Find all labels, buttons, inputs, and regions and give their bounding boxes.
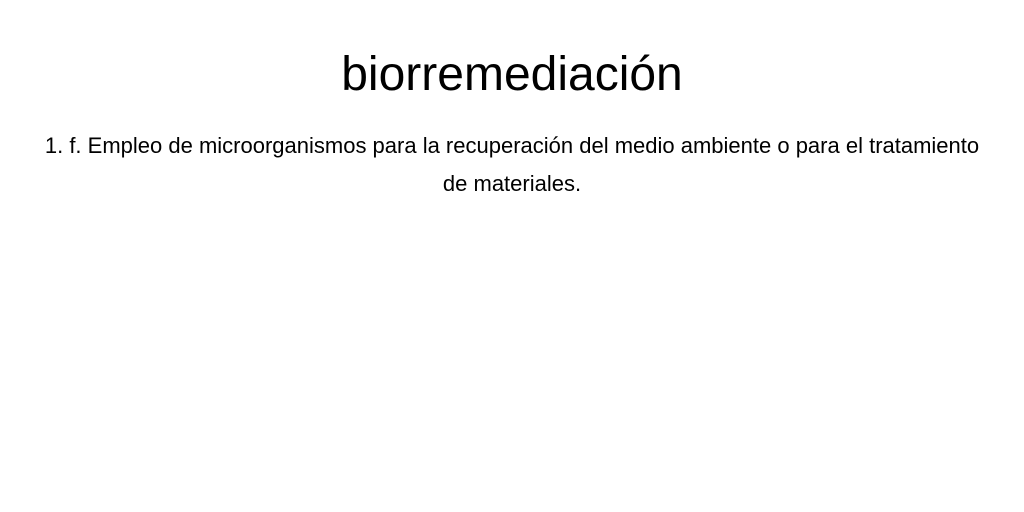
headword-title: biorremediación [341, 48, 683, 101]
definition-text: 1. f. Empleo de microorganismos para la recuperación del medio ambiente o para el tratamiento de materiales. [44, 133, 980, 196]
